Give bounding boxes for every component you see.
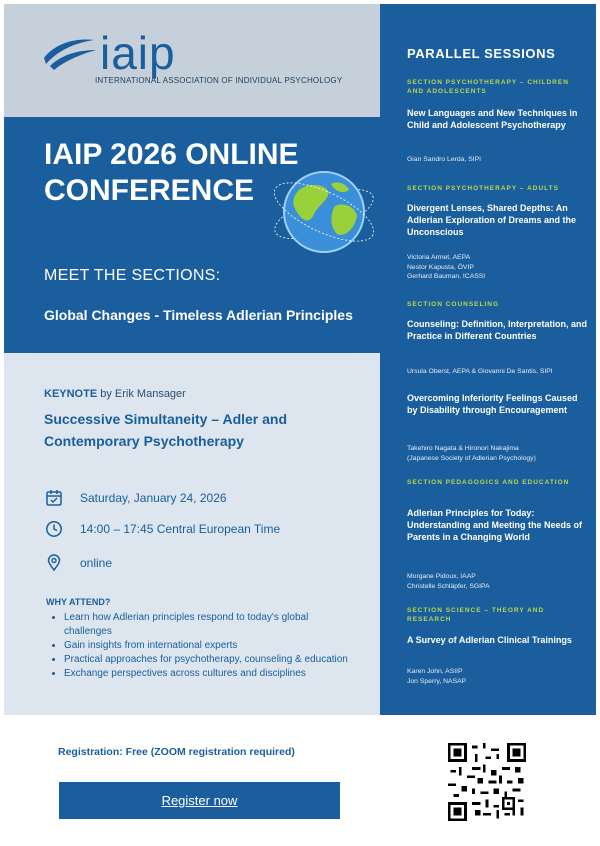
details-panel bbox=[4, 353, 380, 715]
meet-sections: MEET THE SECTIONS: bbox=[44, 267, 221, 284]
hero-panel bbox=[4, 117, 380, 353]
session-authors: Takehiro Nagata & Hironori Nakajima (Japanese Society of Adlerian Psychology) bbox=[407, 445, 536, 462]
conference-title: IAIP 2026 ONLINE CONFERENCE bbox=[44, 138, 299, 207]
iaip-swoosh-icon bbox=[42, 32, 98, 72]
time-row bbox=[44, 519, 280, 539]
session-title: A Survey of Adlerian Clinical Trainings bbox=[407, 635, 572, 645]
list-item: • Practical approaches for psychotherapy, counseling & education bbox=[64, 653, 354, 667]
location-pin-icon bbox=[44, 553, 64, 573]
session-title: Overcoming Inferiority Feelings Caused by Disability through Encouragement bbox=[407, 393, 578, 415]
logo-header bbox=[4, 4, 380, 117]
list-item: • Gain insights from international experts bbox=[64, 639, 354, 653]
sessions-heading: PARALLEL SESSIONS bbox=[407, 46, 556, 61]
session-authors: Morgane Pidoux, IAAP Christelle Schläpfer, SGIPA bbox=[407, 573, 490, 590]
keynote-line bbox=[44, 388, 186, 400]
org-name: INTERNATIONAL ASSOCIATION OF INDIVIDUAL PSYCHOLOGY bbox=[95, 76, 343, 85]
session-title: Divergent Lenses, Shared Depths: An Adlerian Exploration of Dreams and the Unconscious bbox=[407, 203, 577, 237]
conference-subtitle: Global Changes - Timeless Adlerian Principles bbox=[44, 307, 353, 323]
session-authors: Victoria Armet, AEPA Nestor Kapusta, ÖVIP Gerhard Bauman, ICASSI bbox=[407, 254, 486, 280]
registration-info: Registration: Free (ZOOM registration required) bbox=[58, 746, 295, 758]
list-item: • Exchange perspectives across cultures and disciplines bbox=[64, 667, 354, 681]
qr-code-icon[interactable] bbox=[448, 743, 526, 821]
section-label: SECTION COUNSELING bbox=[407, 301, 500, 308]
logo-wordmark: iaip bbox=[100, 27, 176, 79]
why-attend-heading: WHY ATTEND? bbox=[46, 597, 111, 607]
event-location: online bbox=[80, 556, 113, 570]
calendar-icon bbox=[44, 488, 64, 508]
parallel-sessions-panel bbox=[380, 4, 596, 715]
section-label: SECTION PEDAGOGICS AND EDUCATION bbox=[407, 479, 570, 486]
why-attend-list bbox=[50, 611, 354, 681]
keynote-speaker: by Erik Mansager bbox=[97, 388, 186, 400]
register-now-button[interactable]: Register now bbox=[59, 782, 340, 819]
session-title: Adlerian Principles for Today: Understanding and Meeting the Needs of Parents in a Changing World bbox=[407, 508, 583, 542]
list-item: • Learn how Adlerian principles respond to today's global challenges bbox=[64, 611, 354, 639]
session-authors: Gian Sandro Lerda, SIPI bbox=[407, 156, 482, 163]
section-label: SECTION SCIENCE – THEORY AND RESEARCH bbox=[407, 607, 545, 623]
keynote-label: KEYNOTE bbox=[44, 388, 98, 400]
keynote-title: Successive Simultaneity – Adler and Contemporary Psychotherapy bbox=[44, 411, 288, 449]
session-title: Counseling: Definition, Interpretation, and Practice in Different Countries bbox=[407, 319, 587, 341]
session-authors: Karen John, ASIIP Jon Sperry, NASAP bbox=[407, 668, 467, 685]
globe-icon bbox=[269, 162, 379, 262]
event-date: Saturday, January 24, 2026 bbox=[80, 491, 227, 505]
event-time: 14:00 – 17:45 Central European Time bbox=[80, 522, 281, 536]
clock-icon bbox=[44, 519, 64, 539]
section-label: SECTION PSYCHOTHERAPY – CHILDREN AND ADOLESCENTS bbox=[407, 79, 569, 95]
location-row bbox=[44, 553, 112, 573]
conference-flyer bbox=[4, 4, 596, 842]
session-title: New Languages and New Techniques in Child and Adolescent Psychotherapy bbox=[407, 108, 578, 130]
section-label: SECTION PSYCHOTHERAPY – ADULTS bbox=[407, 185, 559, 192]
date-row bbox=[44, 488, 227, 508]
session-authors: Ursula Oberst, AEPA & Giovanni De Santis, SIPI bbox=[407, 368, 553, 375]
